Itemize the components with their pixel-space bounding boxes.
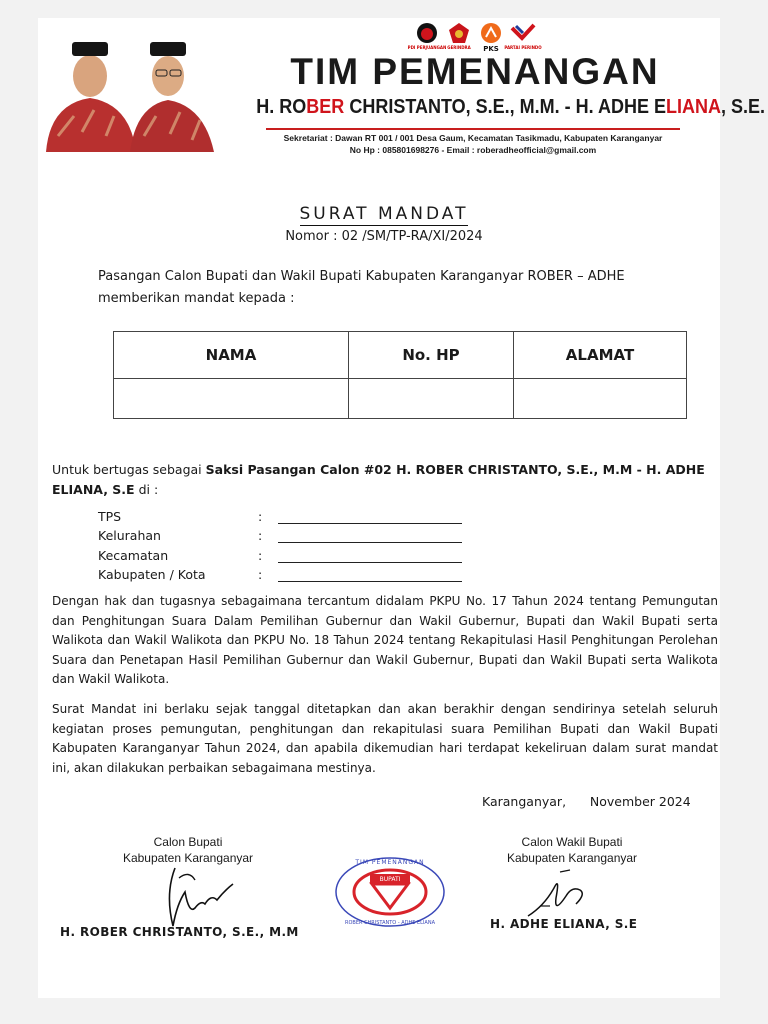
- field-row: Kecamatan :: [98, 543, 478, 563]
- party-label: PARTAI PERINDO: [504, 45, 542, 50]
- stamp-text-top: TIM PEMENANGAN: [355, 859, 425, 866]
- place-date: Karanganyar, November 2024: [482, 794, 691, 809]
- field-label: TPS: [98, 508, 122, 524]
- document-heading: SURAT MANDAT: [299, 204, 469, 224]
- gerindra-logo-icon: [448, 22, 470, 44]
- field-row: Kelurahan :: [98, 524, 478, 544]
- stamp-banner: BUPATI: [379, 876, 401, 883]
- header-subtitle: H. ROBER CHRISTANTO, S.E., M.M. - H. ADHE ELIANA, S.E.: [256, 96, 766, 118]
- candidates-photo: [44, 36, 216, 152]
- header-address: [240, 132, 706, 156]
- right-signatory-role: Calon Wakil Bupati Kabupaten Karanganyar: [506, 835, 638, 865]
- field-blank[interactable]: [278, 511, 462, 524]
- table-header-row: [114, 332, 687, 379]
- field-row: TPS :: [98, 504, 478, 524]
- pks-logo-icon: [480, 22, 502, 44]
- party-pdip: [407, 22, 447, 50]
- table-row: [114, 379, 687, 419]
- header-title: TIM PEMENANGAN: [290, 51, 660, 92]
- party-perindo: [504, 22, 542, 50]
- party-pks: [478, 22, 504, 53]
- intro-paragraph: Pasangan Calon Bupati dan Wakil Bupati Kabupaten Karanganyar ROBER – ADHE memberikan mandat kepada :: [98, 269, 625, 306]
- pdip-logo-icon: [416, 22, 438, 44]
- party-label: PDI PERJUANGAN: [407, 45, 447, 50]
- cell-alamat[interactable]: [514, 379, 687, 419]
- party-gerindra: [446, 22, 472, 50]
- contact-line: No Hp : 085801698276 - Email : roberadheofficial@gmail.com: [349, 145, 597, 155]
- perindo-logo-icon: [510, 22, 536, 44]
- campaign-stamp-icon: [332, 854, 448, 930]
- validity-paragraph: Surat Mandat ini berlaku sejak tanggal ditetapkan dan akan berakhir dengan sendirinya setelah seluruh kegiatan proses pemungutan, penghitungan dan rekapitulasi suara Pemilihan Bupati dan Wakil Bupati Kabupaten Karanganyar Tahun 2024, dan apabila dikemudian hari terdapat kekeliruan dalam surat mandat ini, akan dilakukan perbaikan sebagaimana mestinya.: [52, 702, 718, 775]
- saksi-paragraph: Untuk bertugas sebagai Saksi Pasangan Calon #02 H. ROBER CHRISTANTO, S.E., M.M - H. ADHE ELIANA, S.E di :: [52, 462, 705, 497]
- address-line: Sekretariat : Dawan RT 001 / 001 Desa Gaum, Kecamatan Tasikmadu, Kabupaten Karanganyar: [283, 133, 663, 143]
- field-blank[interactable]: [278, 550, 462, 563]
- cell-nohp[interactable]: [349, 379, 514, 419]
- location-fields: [98, 504, 478, 582]
- right-signatory-name: H. ADHE ELIANA, S.E: [490, 917, 638, 931]
- column-header-alamat: ALAMAT: [514, 332, 687, 379]
- mandate-table: [113, 331, 687, 419]
- left-signatory-name: H. ROBER CHRISTANTO, S.E., M.M: [60, 925, 299, 939]
- cell-nama[interactable]: [114, 379, 349, 419]
- field-blank[interactable]: [278, 530, 462, 543]
- field-label: Kabupaten / Kota: [98, 567, 206, 582]
- left-signature-icon: [155, 864, 245, 930]
- field-row: Kabupaten / Kota :: [98, 563, 478, 583]
- document-number: Nomor : 02 /SM/TP-RA/XI/2024: [285, 229, 483, 244]
- column-header-nohp: No. HP: [349, 332, 514, 379]
- left-signatory-role: Calon Bupati Kabupaten Karanganyar: [122, 835, 254, 865]
- party-label: GERINDRA: [447, 45, 471, 50]
- field-label: Kelurahan: [98, 528, 161, 543]
- party-label: PKS: [483, 45, 499, 53]
- field-blank[interactable]: [278, 569, 462, 582]
- field-label: Kecamatan: [98, 547, 169, 563]
- stamp-text-bottom: ROBER CHRISTANTO - ADHE ELIANA: [344, 920, 436, 926]
- header-divider: [266, 128, 680, 130]
- legal-basis-paragraph: Dengan hak dan tugasnya sebagaimana tercantum didalam PKPU No. 17 Tahun 2024 tentang Pemungutan dan Penghitungan Suara Dalam Pemilihan Gubernur dan Wakil Gubernur, Bupati dan Wakil Bupati serta Walikota dan Wakil Walikota dan PKPU No. 18 Tahun 2024 tentang Rekapitulasi Hasil Penghitungan Perolehan Suara dan Penetapan Hasil Pemilihan Gubernur dan Wakil Gubernur, Bupati dan Wakil Bupati serta Walikota dan Wakil Walikota.: [52, 594, 718, 686]
- column-header-nama: NAMA: [114, 332, 349, 379]
